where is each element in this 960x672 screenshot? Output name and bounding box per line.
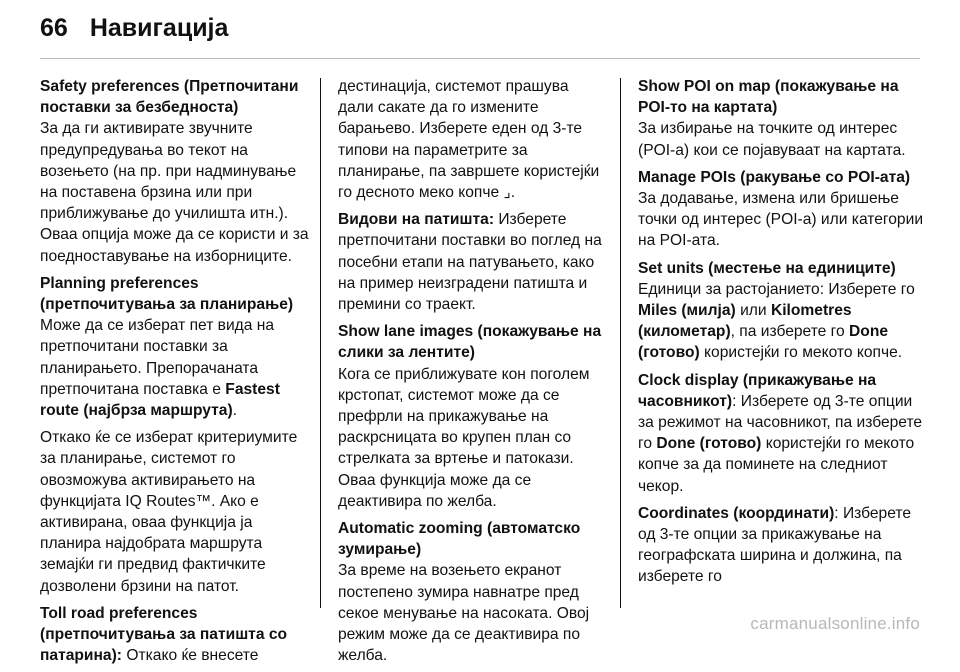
poi-map-text: За избирање на точките од интерес (POI-а) кои се појавуваат на картата.: [638, 120, 906, 159]
lane-images-text: Кога се приближувате кон поголем крстопат, системот може да се префрли на прикажување на раскрсницата во крупен план со стрелката за вртење и патокази. Оваа функција може да се деактивира по желба.: [338, 365, 590, 510]
toll-section: [40, 603, 310, 667]
auto-zoom-heading: Automatic zooming (автоматско зумирање): [338, 520, 581, 559]
column-2: [338, 76, 608, 672]
set-units-or: или: [735, 302, 771, 320]
lane-images-section: [338, 321, 608, 512]
coordinates-text: : Изберете од 3-те опции за прикажување на географската ширина и должина, па изберете го: [638, 504, 912, 586]
column-1: [40, 76, 310, 672]
safety-text: За да ги активирате звучните предупредувања во текот на возењето (на пр. при надминување на поставена брзина или при приближување до училишта итн.). Оваа опција може да се користи и за поедноставување на изборниците.: [40, 120, 309, 265]
set-units-then: , па изберете го: [730, 323, 850, 341]
clock-text-end: користејќи го мекото копче за да поминете на следниот чекор.: [638, 435, 915, 495]
poi-map-heading: Show POI on map (покажување на POI-то на картата): [638, 78, 899, 117]
lane-images-heading: Show lane images (покажување на слики за лентите): [338, 323, 602, 362]
planning-heading: Planning preferences (претпочитувања за планирање): [40, 274, 294, 314]
poi-map-section: [638, 76, 924, 161]
page-title: Навигација: [89, 14, 229, 42]
set-units-section: [638, 258, 924, 364]
fastest-route-option: Fastest route (најбрза маршрута): [40, 380, 280, 420]
toll-text: Откако ќе внесете: [122, 647, 259, 665]
planning-section: [40, 273, 310, 421]
page-header: [40, 14, 228, 43]
toll-heading: Toll road preferences (претпочитувања за патишта со патарина):: [40, 604, 288, 665]
coordinates-section: [638, 503, 924, 588]
manage-pois-text: За додавање, измена или бришење точки од интерес (POI-а) или категории на POI-ата.: [638, 190, 924, 250]
planning-criteria-paragraph: [40, 427, 310, 597]
miles-option: Miles (милја): [638, 302, 736, 320]
toll-continued: [338, 76, 608, 203]
set-units-heading: Set units (местење на единиците): [638, 259, 896, 277]
page-number: 66: [40, 14, 68, 42]
road-types-text: Изберете претпочитани поставки во поглед на посебни етапи на патувањето, како на пример неизградени патишта и премини со траект.: [338, 211, 602, 314]
planning-text-end: .: [232, 402, 237, 420]
auto-zoom-section: [338, 518, 608, 666]
column-divider-2: [620, 78, 621, 608]
set-units-end: користејќи го мекото копче.: [699, 344, 903, 362]
manage-pois-section: [638, 167, 924, 252]
header-divider: [40, 58, 920, 59]
auto-zoom-text: За време на возењето екранот постепено зумира навнатре пред секое менување на насоката. Овој режим може да се деактивира по желба.: [338, 562, 590, 665]
planning-criteria-text: Откако ќе се изберат критериумите за планирање, системот го овозможува активирањето на функцијата IQ Routes™. Ако е активирана, оваа функција ја планира најдобрата маршрута земајќи ги предвид фактичките дозволени брзини на патот.: [40, 429, 298, 595]
clock-heading: Clock display (прикажување на часовникот): [638, 371, 877, 410]
set-units-text: Единици за растојанието: Изберете го: [638, 280, 915, 298]
watermark: carmanualsonline.info: [750, 614, 920, 633]
clock-done-option: Done (готово): [656, 435, 762, 453]
done-option: Done (готово): [638, 323, 889, 362]
kilometres-option: Kilometres (километар): [638, 302, 852, 341]
clock-section: [638, 370, 924, 497]
safety-section: [40, 76, 310, 267]
road-types-heading: Видови на патишта:: [338, 211, 495, 229]
safety-heading: Safety preferences (Претпочитани поставки за безбедноста): [40, 78, 299, 117]
planning-text: Може да се изберат пет вида на претпочитани поставки за планирањето. Препорачаната претпочитана поставка е: [40, 317, 275, 398]
clock-text: : Изберете од 3-те опции за режимот на часовникот, па изберете го: [638, 392, 923, 453]
column-3: [638, 76, 924, 594]
toll-continued-text: дестинација, системот прашува дали сакате да го измените барањево. Изберете еден од 3-те типови на параметрите за планирање, па завршете користејќи го десното меко копче ⌟.: [338, 78, 600, 202]
column-divider-1: [320, 78, 321, 608]
manage-pois-heading: Manage POIs (ракување со POI-ата): [638, 168, 911, 186]
coordinates-heading: Coordinates (координати): [638, 504, 835, 522]
road-types-section: [338, 209, 608, 315]
